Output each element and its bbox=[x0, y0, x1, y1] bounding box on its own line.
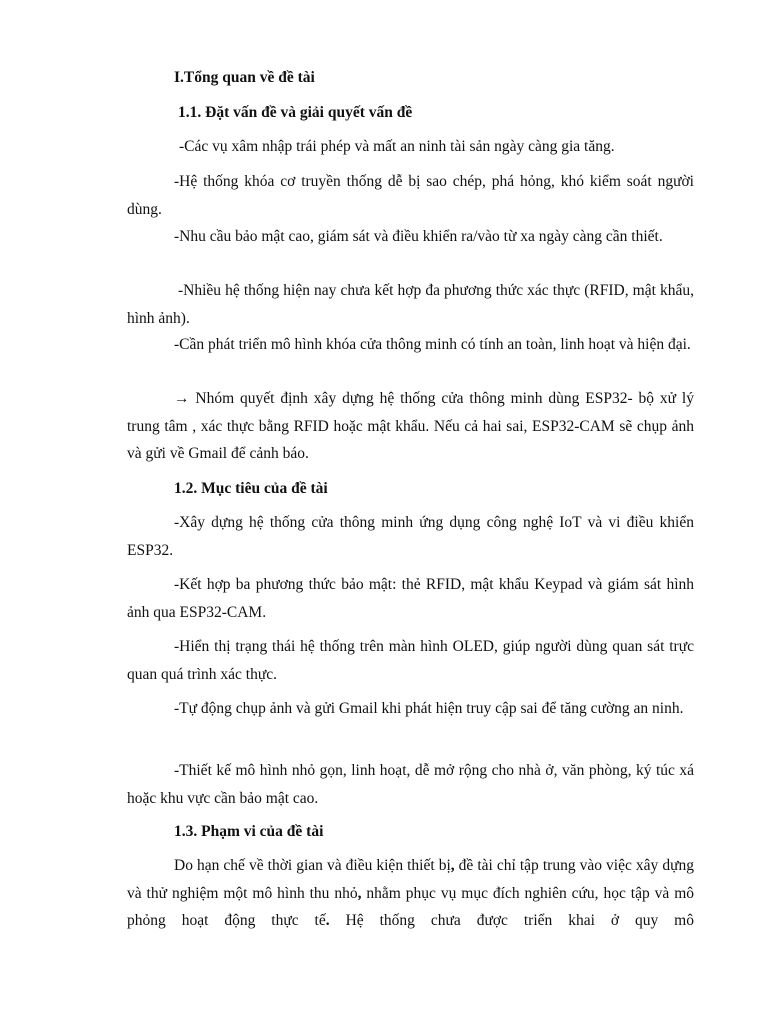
paragraph-1-2-2: -Kết hợp ba phương thức bảo mật: thẻ RFID, mật khẩu Keypad và giám sát hình ảnh qua ESP32-CAM. bbox=[127, 576, 694, 621]
paragraph-1-3-1-part-b: đề tài chỉ tập trung vào việc xây dựng và thử nghiệm một mô hình thu nhỏ bbox=[127, 857, 694, 902]
paragraph-1-3-1-part-d: Hệ thống chưa được triển khai ở quy mô bbox=[329, 912, 694, 929]
heading-1-2: 1.2. Mục tiêu của đề tài bbox=[174, 480, 328, 497]
section-title: I.Tổng quan về đề tài bbox=[174, 69, 315, 86]
paragraph-1-2-5: -Thiết kế mô hình nhỏ gọn, linh hoạt, dễ mở rộng cho nhà ở, văn phòng, ký túc xá hoặc khu vực cần bảo mật cao. bbox=[127, 762, 694, 807]
bold-period: . bbox=[325, 912, 330, 929]
paragraph-1-1-1: -Các vụ xâm nhập trái phép và mất an ninh tài sản ngày càng gia tăng. bbox=[179, 138, 615, 155]
paragraph-1-1-3: -Nhu cầu bảo mật cao, giám sát và điều khiển ra/vào từ xa ngày càng cần thiết. bbox=[174, 228, 663, 245]
bold-comma-2: , bbox=[357, 884, 362, 902]
paragraph-1-2-4: -Tự động chụp ảnh và gửi Gmail khi phát hiện truy cập sai để tăng cường an ninh. bbox=[174, 700, 684, 717]
paragraph-1-1-2: -Hệ thống khóa cơ truyền thống dễ bị sao chép, phá hỏng, khó kiểm soát người dùng. bbox=[127, 173, 694, 218]
paragraph-1-1-5: -Cần phát triển mô hình khóa cửa thông minh có tính an toàn, linh hoạt và hiện đại. bbox=[174, 336, 691, 353]
paragraph-1-2-1: -Xây dựng hệ thống cửa thông minh ứng dụng công nghệ IoT và vi điều khiển ESP32. bbox=[127, 514, 694, 559]
paragraph-1-2-3: -Hiển thị trạng thái hệ thống trên màn hình OLED, giúp người dùng quan sát trực quan quá trình xác thực. bbox=[127, 638, 694, 683]
paragraph-1-1-4: -Nhiều hệ thống hiện nay chưa kết hợp đa phương thức xác thực (RFID, mật khẩu, hình ảnh). bbox=[127, 282, 694, 327]
heading-1-1: 1.1. Đặt vấn đề và giải quyết vấn đề bbox=[178, 104, 413, 121]
paragraph-1-3-1-part-c: nhằm phục vụ mục đích nghiên cứu, học tập và mô phỏng hoạt động thực tế bbox=[127, 884, 694, 929]
paragraph-1-3-1 bbox=[127, 852, 694, 935]
bold-comma-1: , bbox=[450, 857, 455, 874]
paragraph-1-3-1-part-a: Do hạn chế về thời gian và điều kiện thiết bị bbox=[174, 857, 451, 874]
paragraph-1-1-6: → Nhóm quyết định xây dựng hệ thống cửa thông minh dùng ESP32- bộ xử lý trung tâm , xác thực bằng RFID hoặc mật khẩu. Nếu cả hai sai, ESP32-CAM sẽ chụp ảnh và gửi về Gmail để cảnh báo. bbox=[127, 390, 694, 462]
heading-1-3: 1.3. Phạm vi của đề tài bbox=[174, 823, 324, 840]
